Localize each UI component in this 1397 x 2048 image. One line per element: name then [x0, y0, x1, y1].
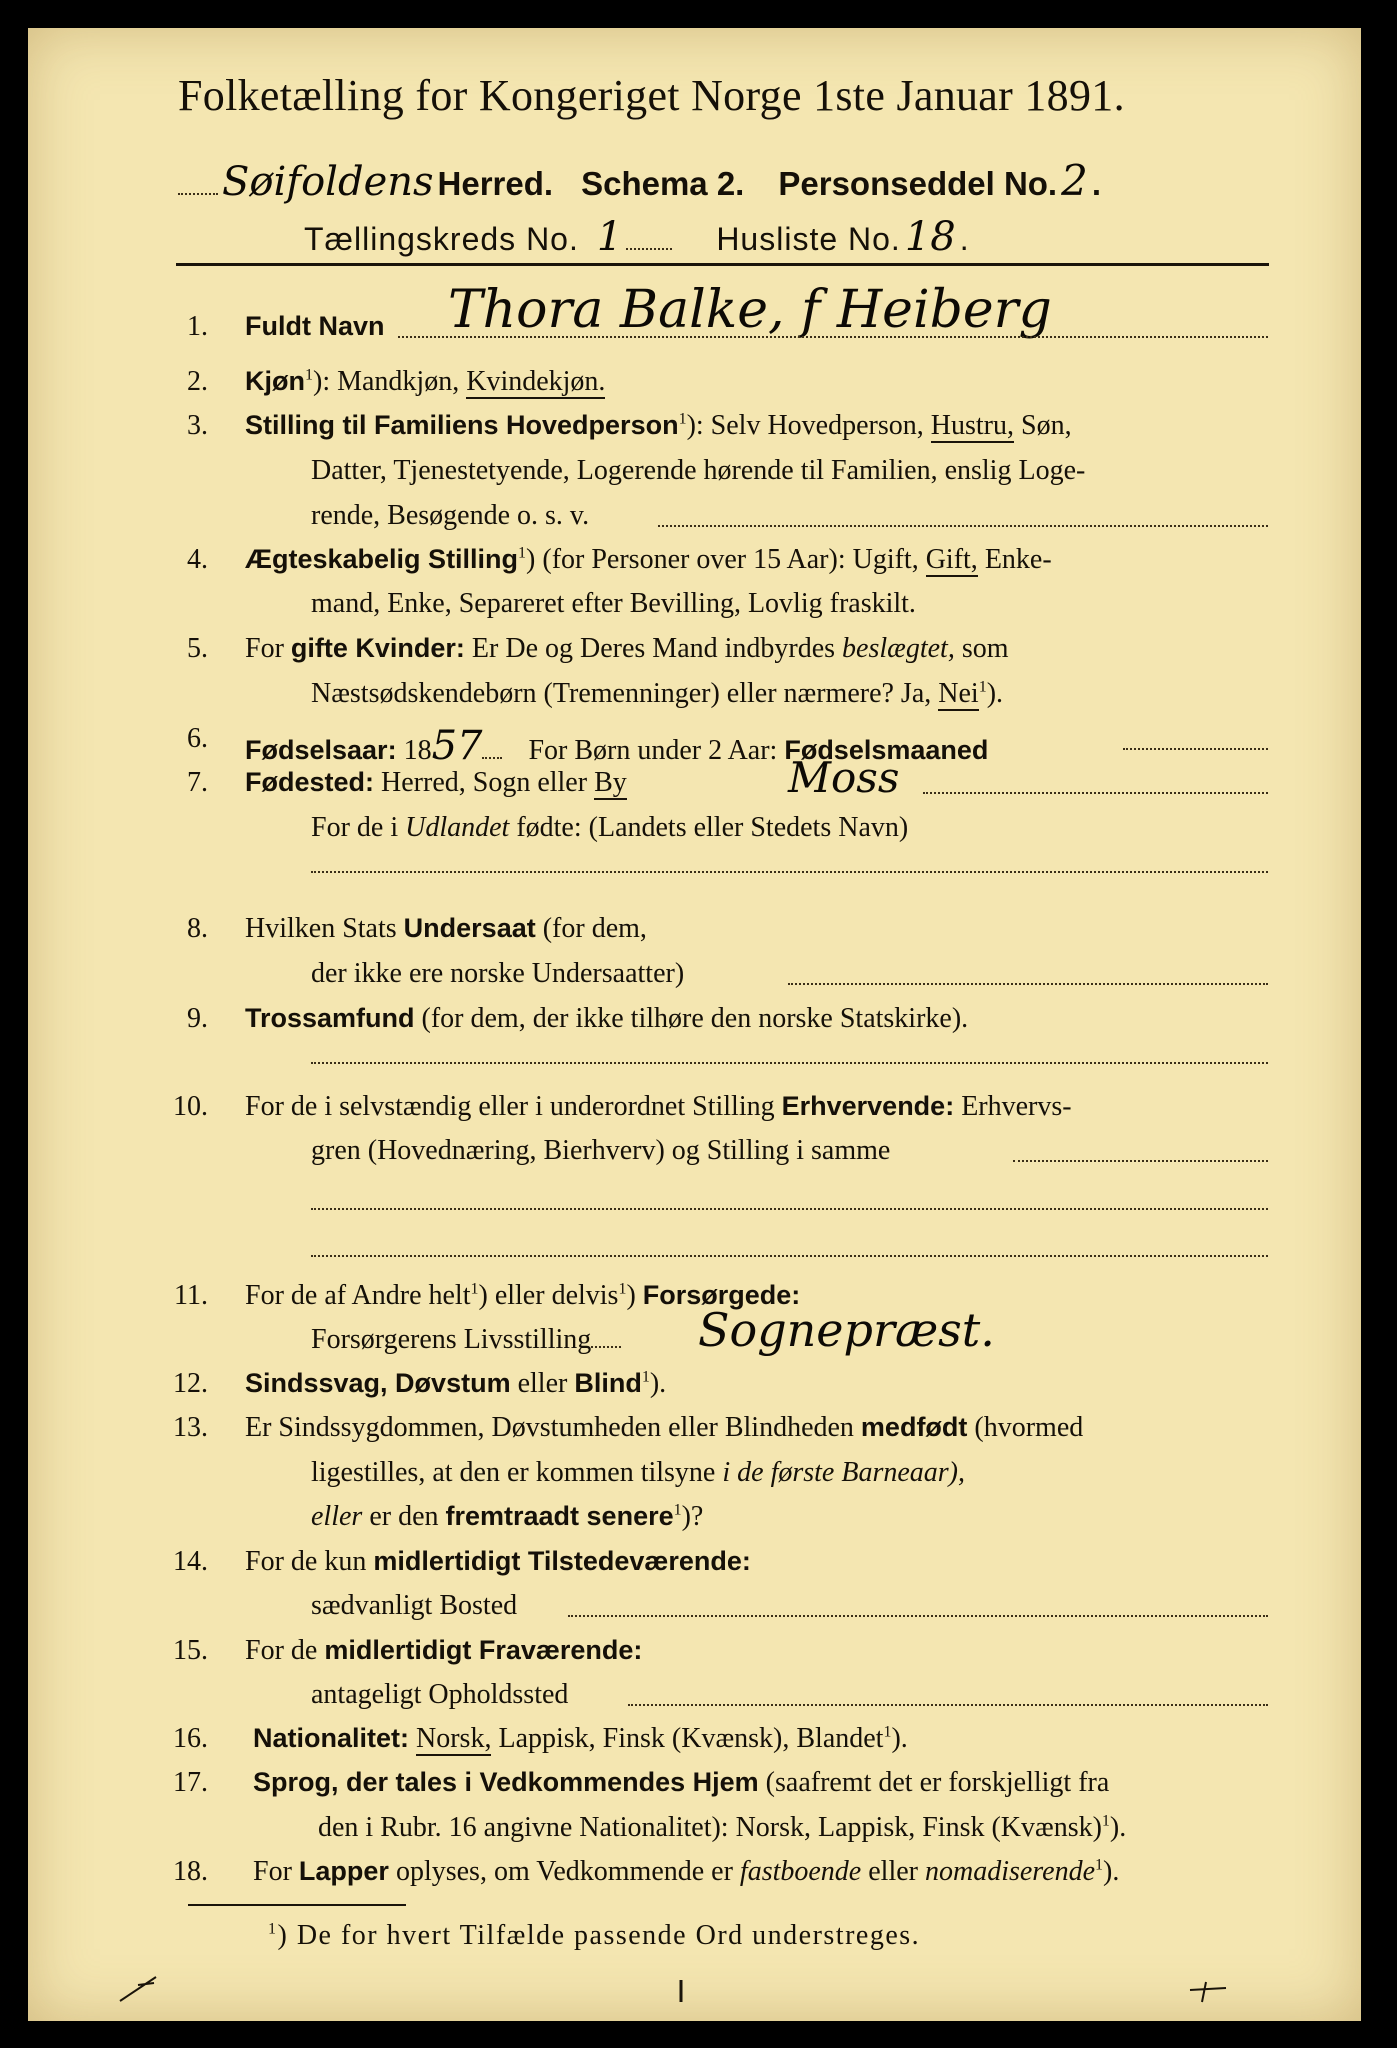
- item-number-8: 8.: [187, 913, 208, 944]
- family-position-selected: Hustru,: [930, 410, 1014, 441]
- kreds-number: 1: [596, 214, 623, 260]
- item-number-11: 11.: [174, 1280, 208, 1311]
- full-name-label: Fuldt Navn: [245, 311, 385, 341]
- item-3-line2: Datter, Tjenestetyende, Logerende hørende til Familien, enslig Loge-: [311, 455, 1086, 486]
- item-6: Fødselsaar: 1857 For Børn under 2 Aar: Fødselsmaaned: [245, 723, 989, 769]
- sex-selected: Kvindekjøn.: [466, 366, 606, 397]
- personseddel-number: 2: [1061, 156, 1088, 205]
- full-name-handwritten: Thora Balke, f Heiberg: [448, 280, 1052, 340]
- item-8-line2: der ikke ere norske Undersaatter): [311, 958, 685, 989]
- center-mark: [676, 1978, 686, 2004]
- item-12: Sindssvag, Døvstum eller Blind$^1$).: [245, 1368, 667, 1399]
- item-5-line2: Næstsødskendebørn (Tremenninger) eller nærmere? Ja, Nei$^1$).: [311, 678, 1004, 709]
- nationality-selected: Norsk,: [416, 1723, 492, 1754]
- item-number-18: 18.: [173, 1856, 208, 1887]
- kreds-label: Tællingskreds No.: [304, 221, 579, 257]
- corner-mark-right: [1188, 1978, 1228, 2004]
- schema-label: Schema 2.: [581, 165, 745, 202]
- item-14-line2: sædvanligt Bosted: [311, 1590, 518, 1621]
- item-number-2: 2.: [187, 366, 208, 397]
- item-7-line2: For de i Udlandet fødte: (Landets eller Stedets Navn): [311, 812, 909, 843]
- item-number-7: 7.: [187, 767, 208, 798]
- item-4-line2: mand, Enke, Separeret efter Bevilling, Lovlig fraskilt.: [311, 588, 916, 619]
- item-number-16: 16.: [173, 1723, 208, 1754]
- item-7: Fødested: Herred, Sogn eller By: [245, 767, 627, 798]
- husliste-number: 18: [904, 214, 956, 260]
- herred-line: Søifoldens Herred. Schema 2. Personseddel No. 2 .: [178, 156, 1278, 205]
- item-9: Trossamfund (for dem, der ikke tilhøre den norske Statskirke).: [245, 1003, 969, 1034]
- sex-label: Kjøn: [245, 366, 305, 396]
- family-position-label: Stilling til Familiens Hovedperson: [245, 410, 679, 440]
- item-number-15: 15.: [173, 1635, 208, 1666]
- birth-year-label: Fødselsaar:: [245, 735, 397, 765]
- item-number-13: 13.: [173, 1412, 208, 1443]
- herred-label: Herred.: [437, 165, 554, 202]
- item-10: For de i selvstændig eller i underordnet Stilling Erhvervende: Erhvervs-: [245, 1091, 1072, 1122]
- corner-mark-left: [118, 1973, 158, 2003]
- item-14: For de kun midlertidigt Tilstedeværende:: [245, 1546, 751, 1577]
- item-number-10: 10.: [173, 1091, 208, 1122]
- birthplace-handwritten: Moss: [788, 753, 900, 802]
- item-11: For de af Andre helt$^1$) eller delvis$^1$) Forsørgede:: [245, 1280, 801, 1311]
- item-number-1: 1.: [187, 311, 208, 342]
- item-8: Hvilken Stats Undersaat (for dem,: [245, 913, 647, 944]
- form-title: Folketælling for Kongeriget Norge 1ste Januar 1891.: [178, 71, 1125, 120]
- item-number-9: 9.: [187, 1003, 208, 1034]
- kreds-line: Tællingskreds No. 1 Husliste No. 18 .: [304, 214, 970, 260]
- item-number-3: 3.: [187, 410, 208, 441]
- footnote-rule: [188, 1904, 406, 1906]
- item-13: Er Sindssygdommen, Døvstumheden eller Blindheden medfødt (hvormed: [245, 1412, 1084, 1443]
- herred-handwritten: Søifoldens: [222, 159, 434, 205]
- item-13-line3: eller er den fremtraadt senere$^1$)?: [311, 1501, 704, 1532]
- item-17: Sprog, der tales i Vedkommendes Hjem (saafremt det er forskjelligt fra: [253, 1767, 1110, 1798]
- census-form: [28, 28, 1361, 2021]
- item-number-6: 6.: [187, 723, 208, 754]
- husliste-label: Husliste No.: [716, 221, 901, 257]
- item-4: Ægteskabelig Stilling$^1$) (for Personer over 15 Aar): Ugift, Gift, Enke-: [245, 544, 1052, 575]
- item-10-line2: gren (Hovednæring, Bierhverv) og Stilling i samme: [311, 1135, 891, 1166]
- item-number-14: 14.: [173, 1546, 208, 1577]
- birthplace-label: Fødested:: [245, 767, 375, 797]
- item-2: Kjøn$^1$): Mandkjøn, Kvindekjøn.: [245, 366, 606, 397]
- item-number-17: 17.: [173, 1767, 208, 1798]
- item-number-5: 5.: [187, 633, 208, 664]
- header-rule: [176, 263, 1269, 266]
- birthplace-selected: By: [594, 767, 627, 798]
- birth-year-handwritten: 57: [431, 723, 483, 769]
- item-17-line2: den i Rubr. 16 angivne Nationalitet): Norsk, Lappisk, Finsk (Kvænsk)$^1$).: [318, 1812, 1127, 1843]
- item-15-line2: antageligt Opholdssted: [311, 1679, 569, 1710]
- item-15: For de midlertidigt Fraværende:: [245, 1635, 643, 1666]
- item-3-line3: rende, Besøgende o. s. v.: [311, 500, 590, 531]
- marital-status-selected: Gift,: [925, 544, 978, 575]
- personseddel-label: Personseddel No.: [778, 165, 1058, 202]
- item-11-line2: Forsørgerens Livsstilling: [311, 1324, 621, 1356]
- item-number-4: 4.: [187, 544, 208, 575]
- item-number-12: 12.: [173, 1368, 208, 1399]
- item-16: Nationalitet: Norsk, Lappisk, Finsk (Kvænsk), Blandet$^1$).: [253, 1723, 908, 1754]
- item-5: For gifte Kvinder: Er De og Deres Mand indbyrdes beslægtet, som: [245, 633, 1009, 664]
- provider-occupation-handwritten: Sognepræst.: [698, 1303, 995, 1357]
- footnote: $^1$) De for hvert Tilfælde passende Ord understreges.: [268, 1920, 921, 1951]
- marital-status-label: Ægteskabelig Stilling: [245, 544, 519, 574]
- item-3: Stilling til Familiens Hovedperson$^1$): Selv Hovedperson, Hustru, Søn,: [245, 410, 1072, 441]
- item-13-line2: ligestilles, at den er kommen tilsyne i de første Barneaar),: [311, 1457, 965, 1488]
- item-18: For Lapper oplyses, om Vedkommende er fastboende eller nomadiserende$^1$).: [253, 1856, 1120, 1887]
- related-selected: Nei: [938, 678, 979, 709]
- item-1: [245, 311, 385, 343]
